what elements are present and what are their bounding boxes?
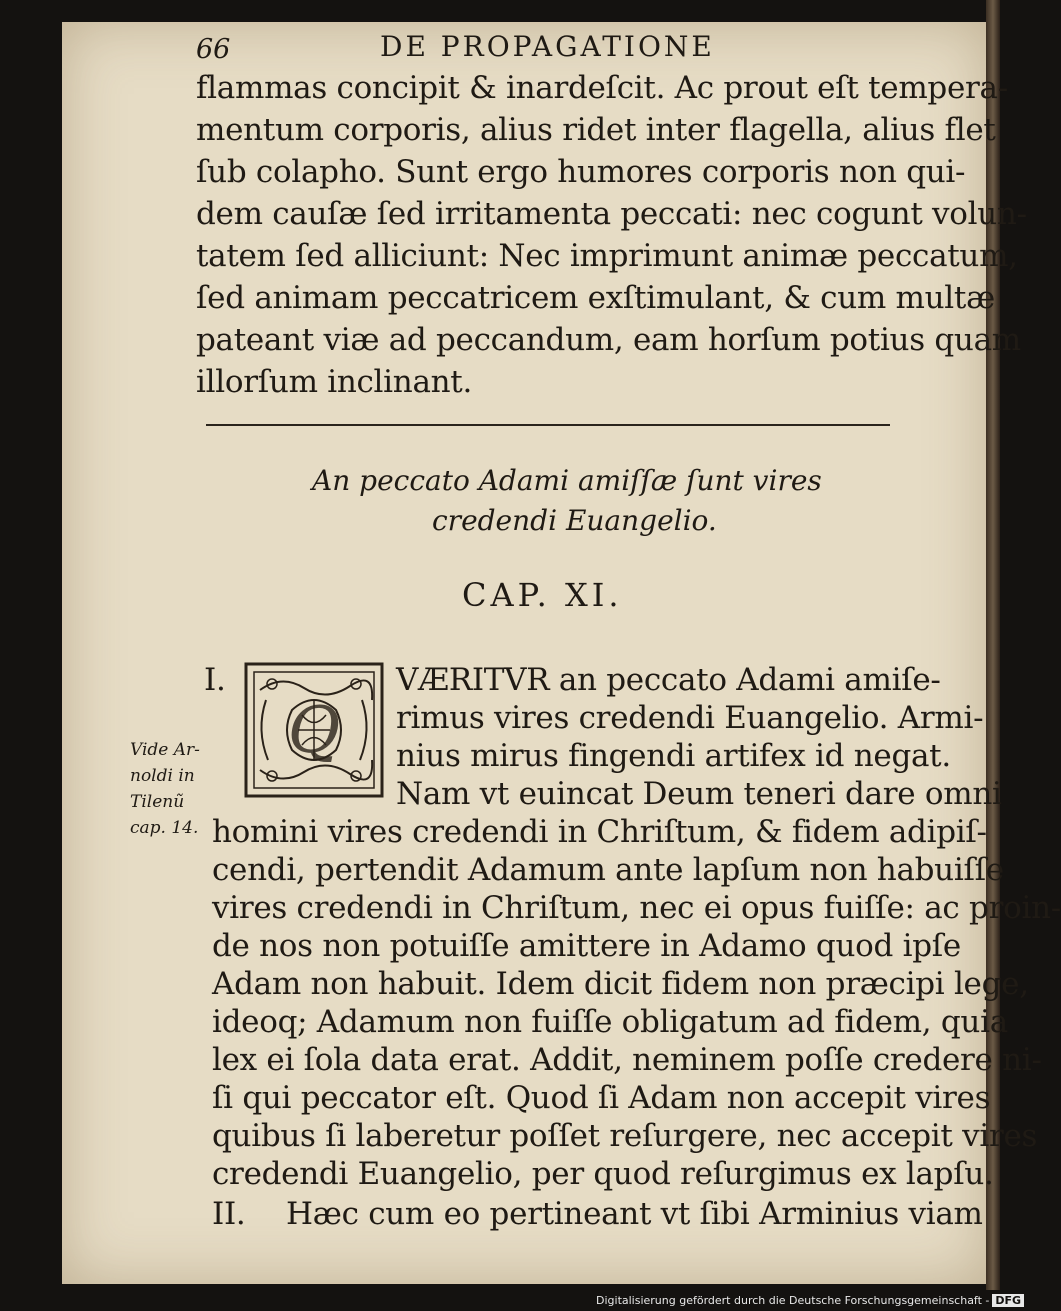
text-line: flammas concipit & inardeſcit. Ac prout eſt tempera- bbox=[196, 70, 1008, 106]
dfg-logo: DFG bbox=[992, 1294, 1024, 1307]
section-title-line: An peccato Adami amiſſæ ſunt vires bbox=[312, 464, 822, 497]
footer-text: Digitalisierung gefördert durch die Deutsche Forschungsgemeinschaft - bbox=[596, 1294, 990, 1307]
text-line: Nam vt euincat Deum teneri dare omni bbox=[396, 776, 1002, 812]
section-title-line: credendi Euangelio. bbox=[432, 504, 717, 537]
text-line: ſub colapho. Sunt ergo humores corporis non qui- bbox=[196, 154, 966, 190]
paragraph-number: II. bbox=[212, 1196, 246, 1232]
text-line: vires credendi in Chriſtum, nec ei opus fuiſſe: ac proin- bbox=[212, 890, 1061, 926]
text-line: rimus vires credendi Euangelio. Armi- bbox=[396, 700, 984, 736]
text-line: pateant viæ ad peccandum, eam horſum potius quam bbox=[196, 322, 1021, 358]
ornament-initial-icon bbox=[242, 660, 386, 800]
text-line: Hæc cum eo pertineant vt ſibi Arminius viam bbox=[286, 1196, 983, 1232]
text-line: Adam non habuit. Idem dicit fidem non præcipi lege, bbox=[212, 966, 1029, 1002]
text-line: mentum corporis, alius ridet inter flagella, alius flet bbox=[196, 112, 996, 148]
text-line: credendi Euangelio, per quod reſurgimus ex lapſu. bbox=[212, 1156, 994, 1192]
paragraph-number: I. bbox=[204, 662, 226, 698]
text-line: cendi, pertendit Adamum ante lapſum non habuiſſe bbox=[212, 852, 1004, 888]
chapter-heading: CAP. XI. bbox=[462, 576, 623, 614]
text-line: homini vires credendi in Chriſtum, & fidem adipiſ- bbox=[212, 814, 987, 850]
text-line: ſed animam peccatricem exſtimulant, & cum multæ bbox=[196, 280, 995, 316]
text-line: VÆRITVR an peccato Adami amiſe- bbox=[396, 662, 941, 698]
text-line: illorſum inclinant. bbox=[196, 364, 473, 400]
text-line: ſi qui peccator eſt. Quod ſi Adam non accepit vires bbox=[212, 1080, 991, 1116]
running-head: DE PROPAGATIONE bbox=[380, 30, 715, 63]
svg-text:Q: Q bbox=[287, 694, 341, 768]
text-line: de nos non potuiſſe amittere in Adamo quod ipſe bbox=[212, 928, 961, 964]
marginal-note-line: Tilenũ bbox=[130, 792, 185, 812]
text-line: ideoq; Adamum non fuiſſe obligatum ad fidem, quia bbox=[212, 1004, 1008, 1040]
page-number: 66 bbox=[196, 34, 231, 65]
text-line: quibus ſi laberetur poſſet reſurgere, nec accepit vires bbox=[212, 1118, 1038, 1154]
digitization-credit bbox=[596, 1294, 1024, 1307]
marginal-note-line: noldi in bbox=[130, 766, 195, 786]
text-line: nius mirus fingendi artifex id negat. bbox=[396, 738, 951, 774]
section-divider bbox=[206, 424, 890, 426]
marginal-note-line: cap. 14. bbox=[130, 818, 199, 838]
text-line: lex ei ſola data erat. Addit, neminem poſſe credere ni- bbox=[212, 1042, 1042, 1078]
text-line: tatem ſed alliciunt: Nec imprimunt animæ peccatum, bbox=[196, 238, 1018, 274]
marginal-note-line: Vide Ar- bbox=[130, 740, 200, 760]
text-line: dem cauſæ ſed irritamenta peccati: nec cogunt volun- bbox=[196, 196, 1027, 232]
decorated-initial bbox=[242, 660, 386, 800]
